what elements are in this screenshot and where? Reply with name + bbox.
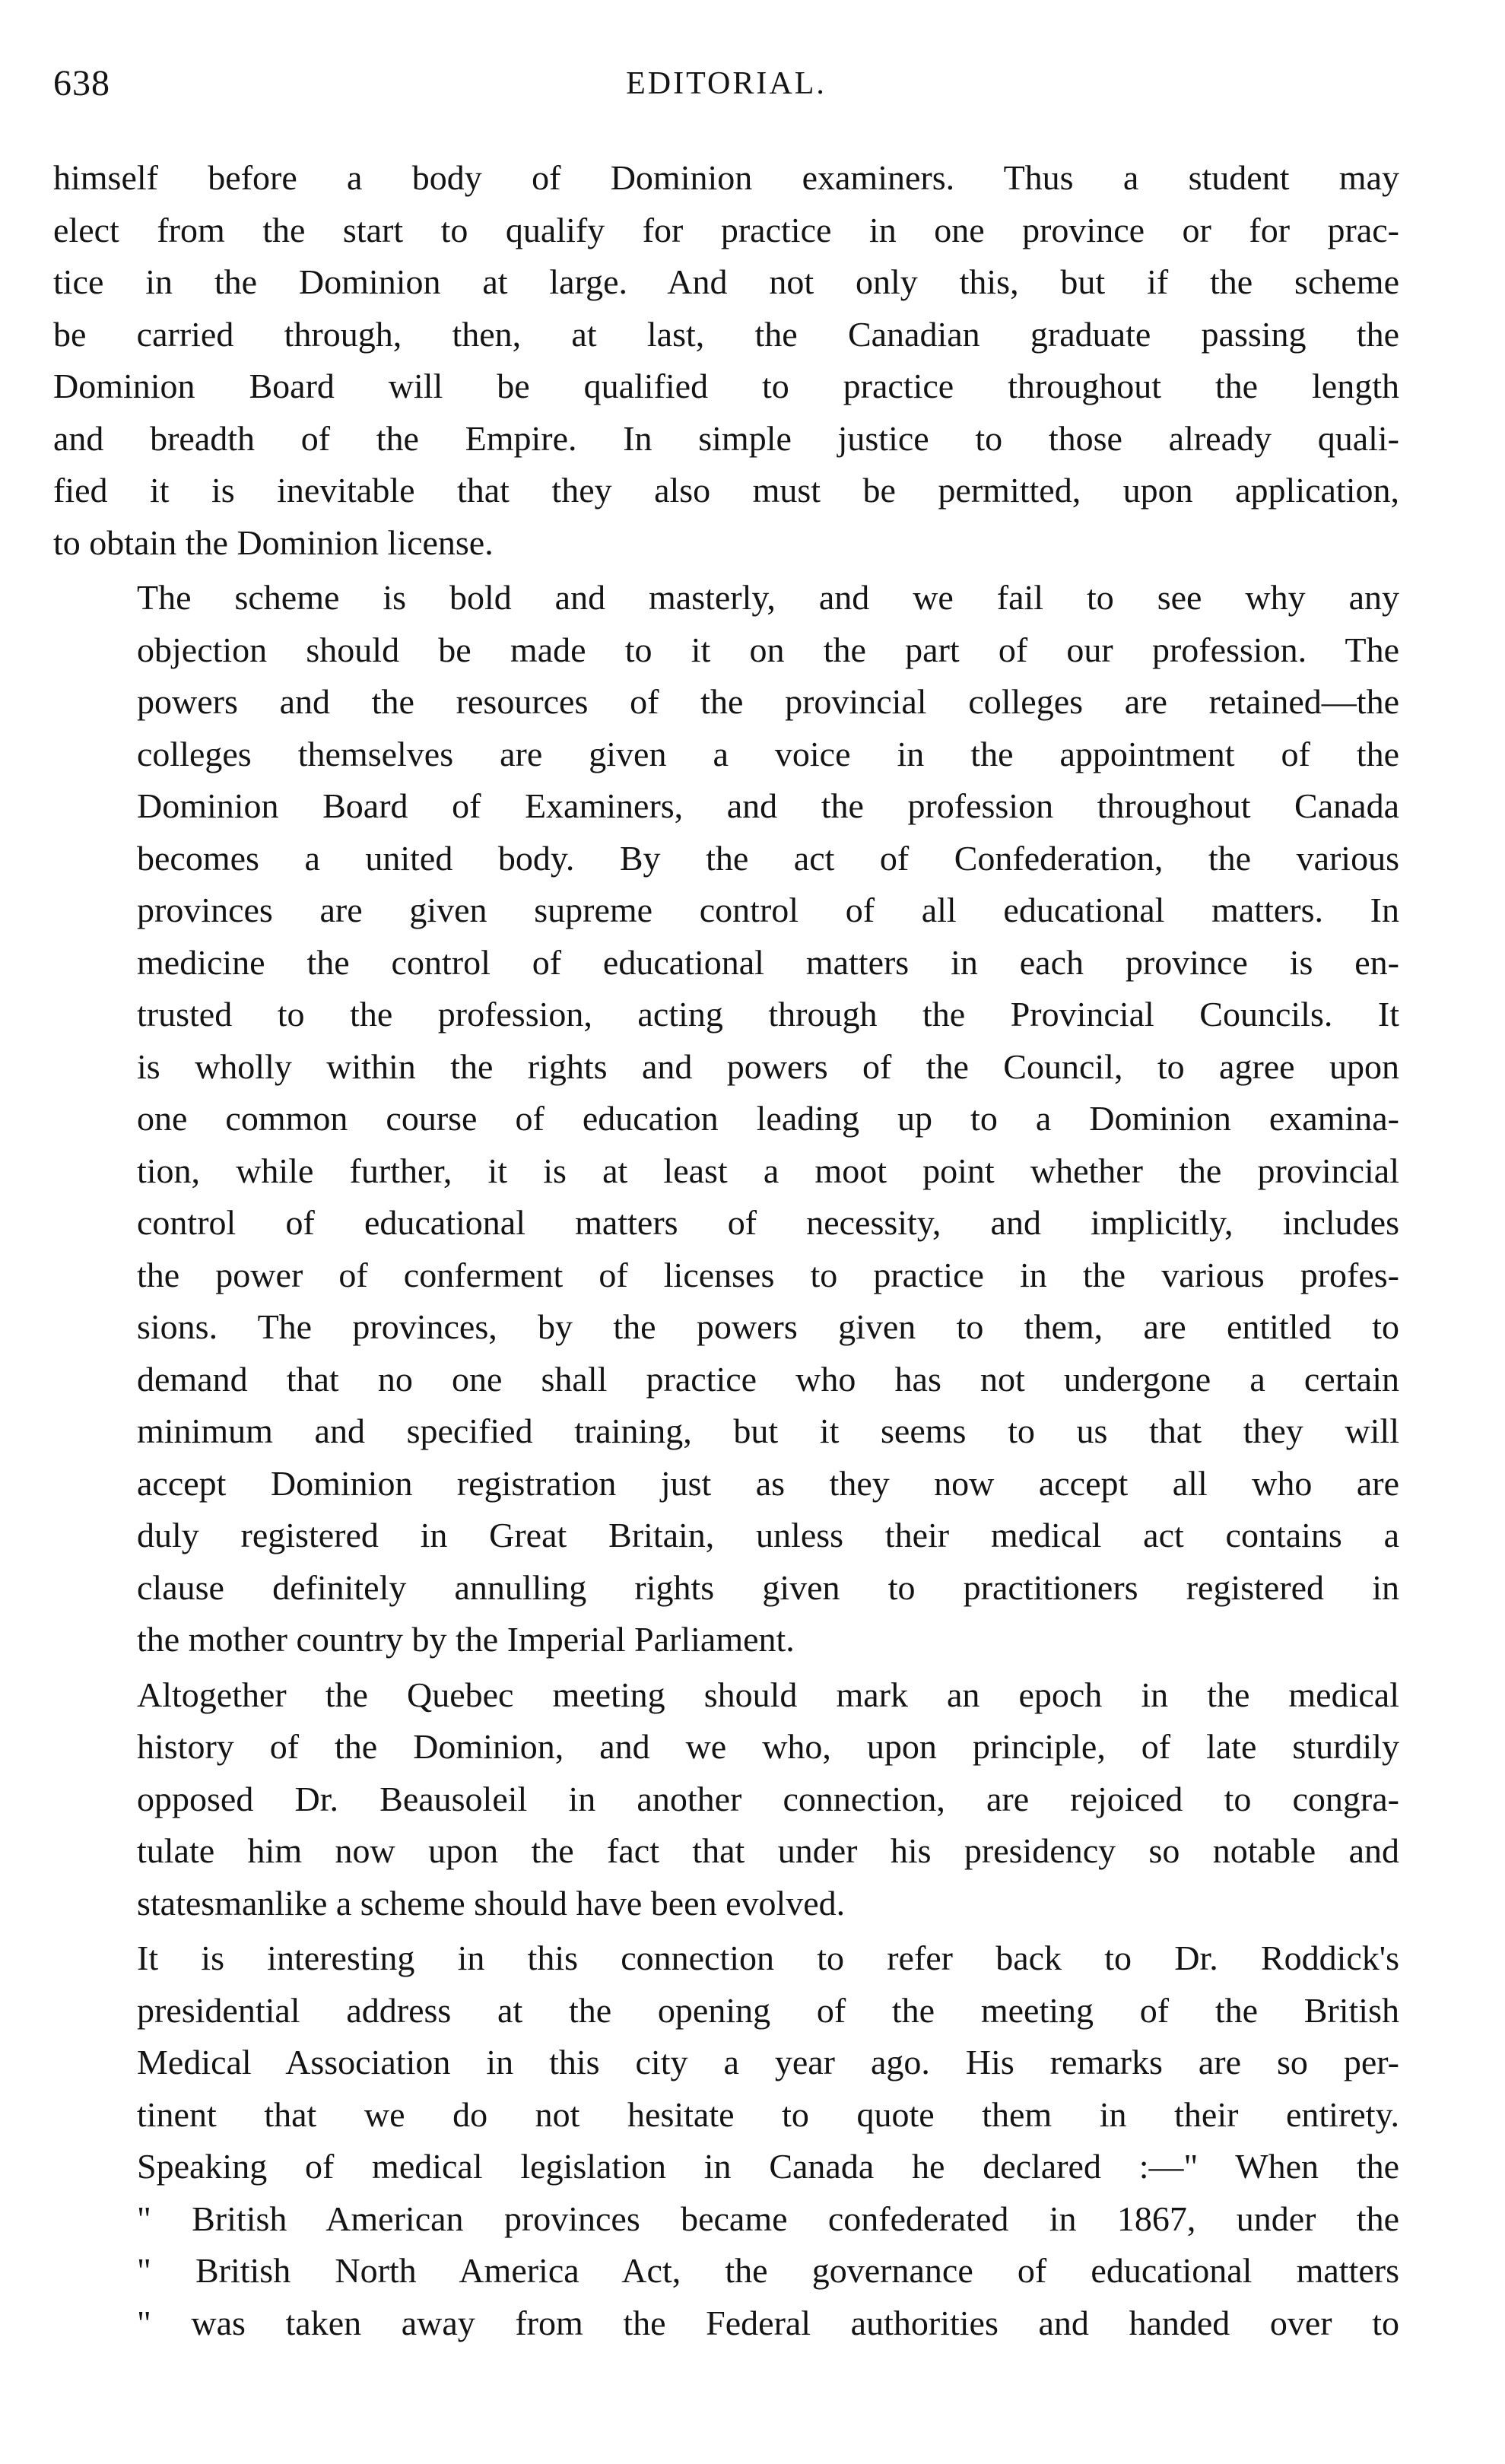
text-line: demand that no one shall practice who has not undergone a certain (137, 1359, 1399, 1399)
text-line: tion, while further, it is at least a moot point whether the provincial (137, 1151, 1399, 1190)
text-line: Dominion Board will be qualified to practice throughout the length (53, 367, 1399, 405)
text-line: minimum and specified training, but it seems to us that they will (137, 1411, 1399, 1450)
text-line: tinent that we do not hesitate to quote them in their entirety. (137, 2094, 1399, 2134)
text-line: tice in the Dominion at large. And not only this, but if the scheme (53, 262, 1399, 301)
text-line: clause definitely annulling rights given to practitioners registered in (137, 1567, 1399, 1607)
text-line: accept Dominion registration just as they now accept all who are (137, 1463, 1399, 1503)
text-line: Altogether the Quebec meeting should mark an epoch in the medical (137, 1675, 1399, 1714)
text-line: Medical Association in this city a year ago. His remarks are so per- (137, 2043, 1399, 2081)
text-line: colleges themselves are given a voice in the appointment of the (137, 734, 1399, 773)
text-line: tulate him now upon the fact that under his presidency so notable and (137, 1831, 1399, 1870)
text-line: fied it is inevitable that they also must be permitted, upon application, (53, 471, 1399, 510)
text-line: elect from the start to qualify for practice in one province or for prac- (53, 210, 1399, 249)
paragraph (53, 1932, 1399, 2349)
running-head: EDITORIAL. (626, 66, 827, 101)
paragraph (53, 152, 1399, 569)
text-line: " British American provinces became confederated in 1867, under the (137, 2199, 1399, 2238)
text-line: opposed Dr. Beausoleil in another connection, are rejoiced to congra- (137, 1779, 1399, 1818)
text-line: provinces are given supreme control of all educational matters. In (137, 891, 1399, 929)
text-line: control of educational matters of necessity, and implicitly, includes (137, 1203, 1399, 1242)
text-line: duly registered in Great Britain, unless their medical act contains a (137, 1516, 1399, 1554)
paragraph (53, 572, 1399, 1666)
text-line: the mother country by the Imperial Parliament. (137, 1620, 795, 1659)
text-line: It is interesting in this connection to refer back to Dr. Roddick's (137, 1938, 1399, 1977)
text-line: and breadth of the Empire. In simple justice to those already quali- (53, 418, 1399, 458)
text-line: " British North America Act, the governance of educational matters (137, 2251, 1399, 2290)
text-line: be carried through, then, at last, the Canadian graduate passing the (53, 314, 1399, 354)
text-line: powers and the resources of the provincial colleges are retained—the (137, 682, 1399, 721)
text-line: The scheme is bold and masterly, and we fail to see why any (137, 578, 1399, 617)
text-line: the power of conferment of licenses to practice in the various profes- (137, 1255, 1399, 1294)
text-line: Dominion Board of Examiners, and the profession throughout Canada (137, 786, 1399, 825)
text-line: trusted to the profession, acting through the Provincial Councils. It (137, 995, 1399, 1034)
text-line: " was taken away from the Federal authorities and handed over to (137, 2303, 1399, 2342)
text-line: objection should be made to it on the part of our profession. The (137, 630, 1399, 669)
page-header (53, 62, 1399, 116)
paragraph (53, 1669, 1399, 1930)
text-line: himself before a body of Dominion examiners. Thus a student may (53, 158, 1399, 197)
page-number: 638 (53, 63, 110, 103)
text-line: history of the Dominion, and we who, upon principle, of late sturdily (137, 1727, 1399, 1766)
text-line: presidential address at the opening of the meeting of the British (137, 1990, 1399, 2030)
text-line: becomes a united body. By the act of Confederation, the various (137, 838, 1399, 878)
article-body (53, 152, 1399, 2349)
text-line: sions. The provinces, by the powers given to them, are entitled to (137, 1307, 1399, 1346)
text-line: Speaking of medical legislation in Canada he declared :—" When the (137, 2147, 1399, 2186)
text-line: is wholly within the rights and powers of the Council, to agree upon (137, 1046, 1399, 1086)
text-line: statesmanlike a scheme should have been evolved. (137, 1883, 846, 1923)
text-line: medicine the control of educational matters in each province is en- (137, 942, 1399, 982)
text-line: one common course of education leading up to a Dominion examina- (137, 1099, 1399, 1138)
text-line: to obtain the Dominion license. (53, 522, 494, 562)
